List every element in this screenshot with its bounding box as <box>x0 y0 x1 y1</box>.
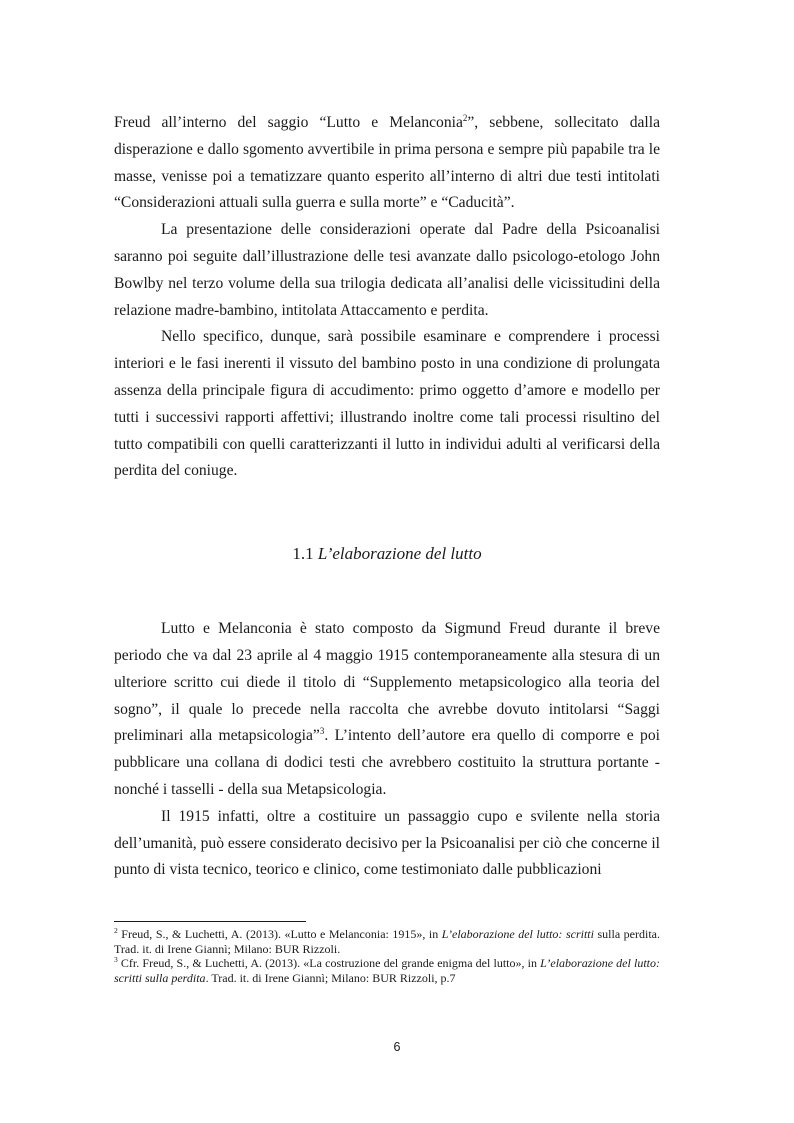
footnote-text: Freud, S., & Luchetti, A. (2013). «Lutto e Melanconia: 1915», in <box>117 927 442 941</box>
text-span: ”, sebbene, sollecitato dalla disperazione e dallo sgomento avvertibile in prima persona e sempre più papabile tra le masse, venisse poi a tematizzare quanto esperito all’interno di altri due testi intitolati “Considerazioni attuali sulla guerra e sulla morte” e “Caducità”. <box>114 114 661 212</box>
footnote-number: 2 <box>114 926 118 935</box>
footnote-book-title: L’elaborazione del lutto: scritti <box>441 927 594 941</box>
paragraph-body-1 <box>114 616 660 804</box>
footnote-2 <box>114 927 660 956</box>
page-number: 6 <box>393 1040 401 1054</box>
section-number: 1.1 <box>292 544 314 564</box>
footnote-number: 3 <box>114 955 118 964</box>
section-heading <box>114 542 660 566</box>
footnote-text: Cfr. Freud, S., & Luchetti, A. (2013). «La costruzione del grande enigma del lutto», in <box>117 956 541 970</box>
footnote-book-title: L’elaborazione del lutto: scritti sulla perdita <box>114 956 660 985</box>
paragraph-body-2: Il 1915 infatti, oltre a costituire un passaggio cupo e svilente nella storia dell’umanità, può essere considerato decisivo per la Psicoanalisi per ciò che concerne il punto di vista tecnico, teorico e clinico, come testimoniato dalle pubblicazioni <box>114 807 661 879</box>
paragraph-intro-3: Nello specifico, dunque, sarà possibile esaminare e comprendere i processi interiori e le fasi inerenti il vissuto del bambino posto in una condizione di prolungata assenza della principale figura di accudimento: primo oggetto d’amore e modello per tutti i successivi rapporti affettivi; illustrando inoltre come tali processi risultino del tutto compatibili con quelli caratterizzanti il lutto in individui adulti al verificarsi della perdita del coniuge. <box>114 328 660 480</box>
paragraph-intro-2: La presentazione delle considerazioni operate dal Padre della Psicoanalisi saranno poi seguite dall’illustrazione delle tesi avanzate dallo psicologo-etologo John Bowlby nel terzo volume della sua trilogia dedicata all’analisi delle vicissitudini della relazione madre-bambino, intitolata Attaccamento e perdita. <box>114 221 660 319</box>
footnote-text: . Trad. it. di Irene Giannì; Milano: BUR Rizzoli, p.7 <box>205 970 456 985</box>
paragraph-intro-1 <box>114 110 660 217</box>
footnote-text: sulla perdita. Trad. it. di Irene Giannì; Milano: BUR Rizzoli. <box>114 927 661 956</box>
footnotes <box>114 927 660 985</box>
text-span: . L’intento dell’autore era quello di comporre e poi pubblicare una collana di dodici testi che avrebbero costituito la struttura portante - nonché i tasselli - della sua Metapsicologia. <box>114 727 660 798</box>
page-body <box>114 110 660 884</box>
section-title: L’elaborazione del lutto <box>317 544 482 564</box>
text-span: Lutto e Melanconia è stato composto da Sigmund Freud durante il breve periodo che va dal 23 aprile al 4 maggio 1915 contemporaneamente alla stesura di un ulteriore scritto cui diede il titolo di “Supplemento metapsicologico alla teoria del sogno”, il quale lo precede nella raccolta che avrebbe dovuto intitolarsi “Saggi preliminari alla metapsicologia” <box>114 620 660 745</box>
footnote-ref-3[interactable]: 3 <box>319 726 325 737</box>
text-span: Freud all’interno del saggio “Lutto e Melanconia <box>114 114 463 131</box>
footnote-3 <box>114 956 660 985</box>
footnote-ref-2[interactable]: 2 <box>462 112 468 123</box>
footnote-separator <box>114 921 306 922</box>
